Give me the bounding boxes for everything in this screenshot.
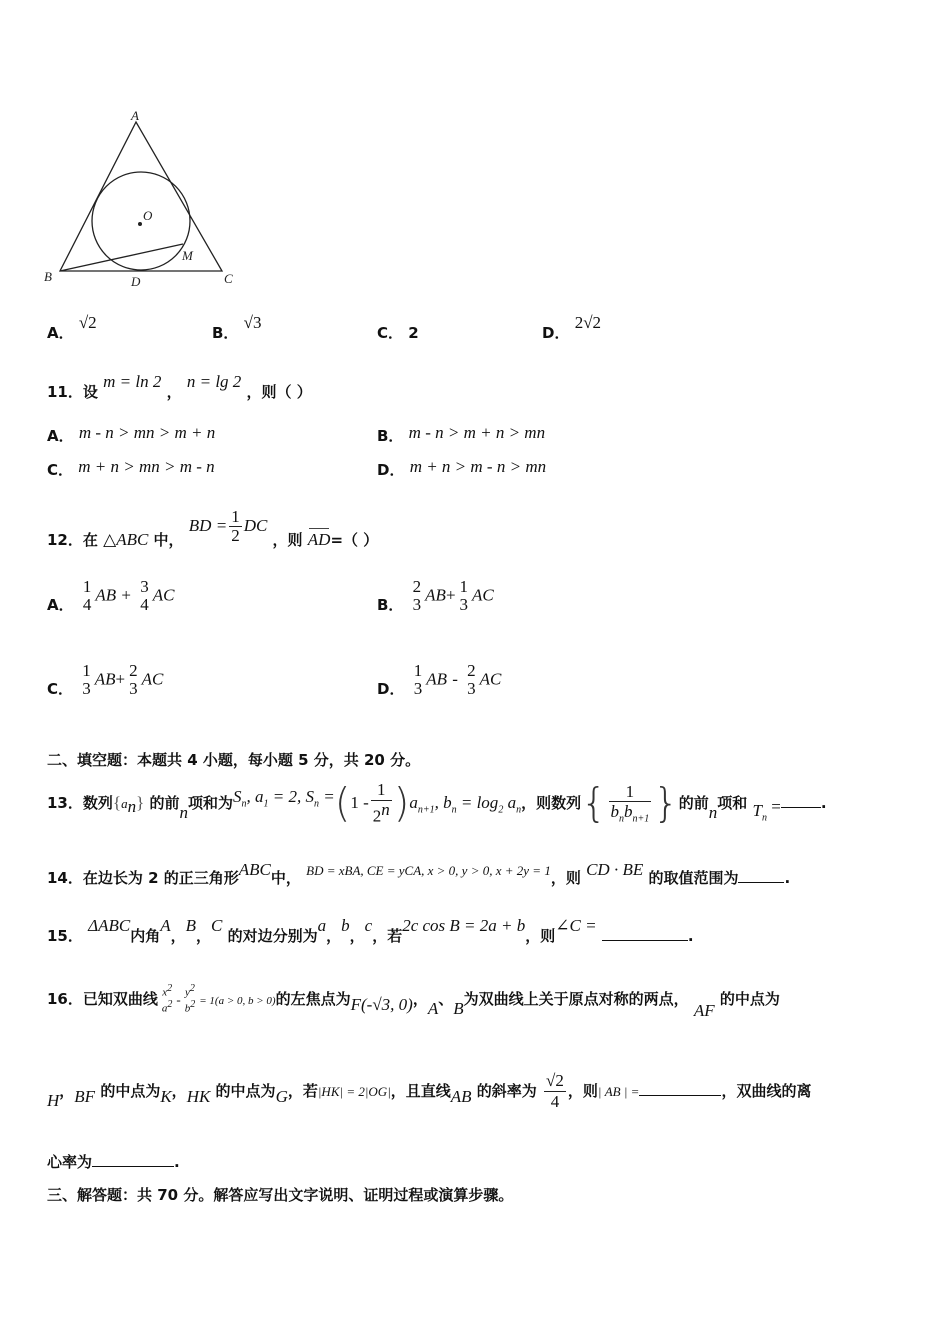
section3-heading: 三、解答题：共 70 分。解答应写出文字说明、证明过程或演算步骤。	[47, 1186, 514, 1204]
q12-triangle: △ABC	[103, 529, 149, 549]
label-a: A	[131, 108, 139, 123]
q16-condition: |HK| = 2|OG|	[317, 1084, 391, 1099]
triangle-figure	[40, 105, 250, 290]
q11-option-a[interactable]: A． m - n > mn > m + n	[47, 423, 216, 445]
q14-expression: CD · BE	[586, 860, 644, 879]
section2-heading: 二、填空题：本题共 4 小题，每小题 5 分，共 20 分。	[47, 751, 421, 769]
q16-line1: 16．已知双曲线 $x^2$ $a^2$ - $y^2$ $b^2$ = 1(a > 0, b > 0)的左焦点为F(-√3, 0)，A、B为双曲线上关于原点对称的两点， AF 的中点为	[47, 983, 780, 1020]
q12-cond-frac: $\frac{1}{2}$	[231, 507, 240, 545]
q13-stem: 13．数列$\{a_n\}$ 的前n项和为$S_n$, $a_1 = 2$, $S_n =(1$ - $\frac{1}{2^n}$ )$a_{n+1}$, $b_n = \log_2 a_n$，则数列{ $\frac{1}{b_nb_{n+1}}$ }的前n项和 $T_n$ = .	[47, 779, 827, 827]
q14-answer-blank[interactable]	[738, 881, 784, 883]
q10-option-a[interactable]: A． √2	[47, 313, 97, 342]
label-o: O	[143, 208, 153, 223]
center-point	[138, 222, 142, 226]
q11-m-def: m = ln 2	[103, 372, 162, 391]
q11-stem: 11．设 m = ln 2 ， n = lg 2 ，则（ ）	[47, 372, 312, 401]
q12-option-c[interactable]: C． 1 3 AB+ 2 3 AC	[47, 661, 164, 699]
q10-option-c[interactable]: C． 2	[377, 324, 419, 342]
label-c: C	[224, 271, 233, 286]
q10-b-expr: √3	[243, 313, 262, 332]
q11-option-d[interactable]: D． m + n > m - n > mn	[377, 457, 547, 479]
q13-answer-blank[interactable]	[781, 806, 821, 808]
q11-n-def: n = lg 2	[186, 372, 242, 391]
inscribed-circle	[92, 172, 190, 270]
q12-option-d[interactable]: D． 1 3 AB - 2 3 AC	[377, 661, 502, 699]
q12-option-a[interactable]: A． 1 4 AB + 3 4 AC	[47, 577, 175, 615]
q12-stem: 12．在 △ABC 中， BD = $\frac{1}{2}$ DC ，则 AD=（ ）	[47, 507, 379, 549]
q10-d-expr: 2√2	[574, 313, 602, 332]
q12-cond-left: BD =	[188, 515, 228, 535]
q12-option-b[interactable]: B． 2 3 AB+ 1 3 AC	[377, 577, 494, 615]
q16-line2: H，BF 的中点为K，HK 的中点为G，若|HK| = 2|OG|，且直线AB 的斜率为 $\frac{√2}{4}$ ，则| AB | = ，双曲线的离	[47, 1070, 812, 1111]
q12-target-vector: AD	[307, 529, 331, 549]
q10-a-expr: √2	[78, 313, 97, 332]
q11-option-b[interactable]: B． m - n > m + n > mn	[377, 423, 546, 445]
q16-line3: 心率为 .	[47, 1153, 180, 1171]
label-b: B	[44, 269, 52, 284]
q15-condition: 2c cos B = 2a + b	[402, 916, 526, 935]
label-d: D	[131, 274, 141, 289]
q15-stem: 15． ΔABC内角A，B，C 的对边分别为a，b，c，若2c cos B = 2a + b，则∠C = .	[47, 916, 694, 945]
q15-answer-blank[interactable]	[602, 939, 688, 941]
q11-option-c[interactable]: C． m + n > mn > m - n	[47, 457, 215, 479]
q14-condition: BD = xBA, CE = yCA, x > 0, y > 0, x + 2y = 1	[306, 863, 551, 878]
label-m: M	[182, 248, 193, 263]
q16-eccentricity-blank[interactable]	[92, 1165, 174, 1167]
q16-focus: F(-√3, 0)	[350, 995, 413, 1014]
q10-c-expr: 2	[408, 324, 419, 342]
segment-bm	[60, 244, 183, 271]
q10-option-b[interactable]: B． √3	[212, 313, 262, 342]
q14-stem: 14．在边长为 2 的正三角形ABC中， BD = xBA, CE = yCA, x > 0, y > 0, x + 2y = 1，则 CD · BE 的取值范围为 .	[47, 860, 791, 887]
q10-option-d[interactable]: D． 2√2	[542, 313, 602, 342]
q12-cond-right: DC	[243, 515, 268, 535]
q16-ab-blank[interactable]	[639, 1094, 721, 1096]
triangle-abc	[60, 122, 222, 271]
